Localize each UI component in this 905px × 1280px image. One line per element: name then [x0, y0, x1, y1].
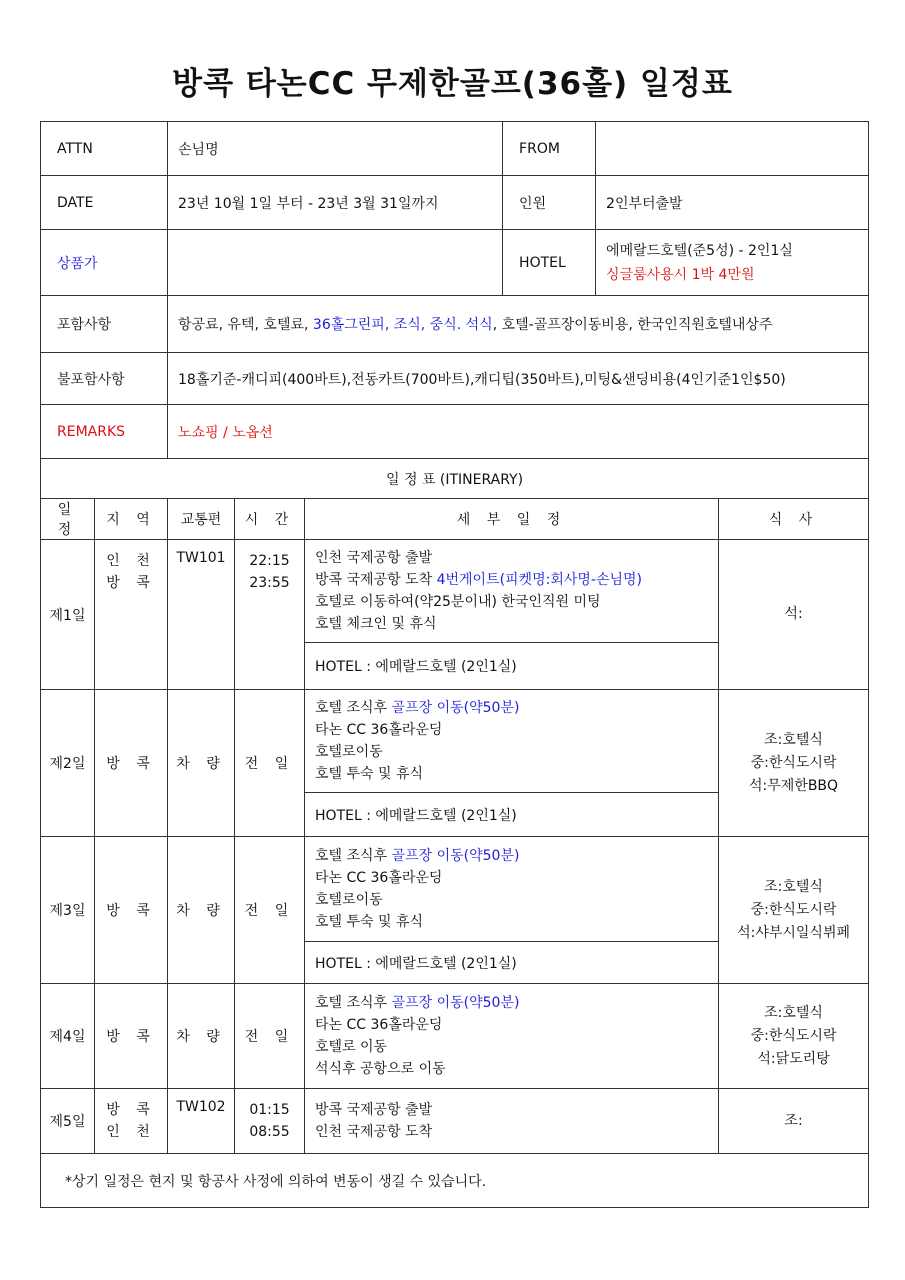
detail-line: 석식후 공항으로 이동 — [315, 1061, 446, 1077]
excluded-row — [41, 353, 869, 405]
attn-label: ATTN — [41, 122, 168, 176]
day1-row — [41, 540, 869, 643]
hotel-label: HOTEL — [503, 230, 596, 296]
departure-time: 22:15 — [249, 553, 290, 569]
meal-cell — [719, 540, 869, 690]
meal-line: 조:호텔식 — [764, 731, 823, 748]
region-name: 방 콕 — [95, 984, 168, 1089]
detail-line: 인천 국제공항 도착 — [315, 1124, 433, 1140]
day-label: 제1일 — [41, 540, 95, 690]
meal-line: 중:한식도시락 — [750, 901, 837, 918]
from-value — [596, 122, 869, 176]
from-label: FROM — [503, 122, 596, 176]
time-cell: 전 일 — [235, 984, 305, 1089]
header-region: 지 역 — [95, 499, 168, 540]
day-label: 제4일 — [41, 984, 95, 1089]
detail-highlight: 4번게이트(피켓명:회사명-손님명) — [436, 572, 642, 588]
region-name: 인 천 — [106, 1124, 156, 1140]
included-row — [41, 296, 869, 353]
detail-cell — [305, 837, 719, 942]
time-cell: 전 일 — [235, 837, 305, 984]
price-row — [41, 230, 869, 296]
region-name: 방 콕 — [95, 837, 168, 984]
detail-line: 호텔로 이동하여(약25분이내) 한국인직원 미팅 — [315, 594, 601, 610]
included-meals-text: 36홀그린피, 조식, 중식. 석식 — [312, 317, 493, 333]
detail-highlight: 골프장 이동(약50분) — [391, 700, 520, 716]
date-label: DATE — [41, 176, 168, 230]
remarks-label: REMARKS — [41, 405, 168, 459]
detail-text: 호텔 조식후 — [315, 995, 392, 1011]
meal-cell — [719, 984, 869, 1089]
meal-line: 석:샤부시일식뷔페 — [737, 924, 850, 941]
detail-line: 타논 CC 36홀라운딩 — [315, 722, 443, 738]
header-day: 일 정 — [41, 499, 95, 540]
excluded-value: 18홀기준-캐디피(400바트),전동카트(700바트),캐디팁(350바트),미팅&샌딩비용(4인기준1인$50) — [168, 353, 869, 405]
transport-cell: 차 량 — [168, 984, 235, 1089]
detail-cell — [305, 1089, 719, 1154]
detail-line: 호텔 투숙 및 휴식 — [315, 766, 424, 782]
detail-line: 타논 CC 36홀라운딩 — [315, 870, 443, 886]
meal-cell — [719, 690, 869, 837]
meal-line: 중:한식도시락 — [750, 1027, 837, 1044]
detail-text: 호텔 조식후 — [315, 848, 392, 864]
people-label: 인원 — [503, 176, 596, 230]
transport-cell: TW102 — [168, 1089, 235, 1154]
day-label: 제3일 — [41, 837, 95, 984]
included-label: 포함사항 — [41, 296, 168, 353]
included-value — [168, 296, 869, 353]
region-name: 인 천 — [106, 553, 156, 569]
included-text: 항공료, 유텍, 호텔료, — [178, 317, 313, 333]
detail-text: 방콕 국제공항 도착 — [315, 572, 437, 588]
day-label: 제2일 — [41, 690, 95, 837]
meal-line: 석:닭도리탕 — [757, 1050, 830, 1067]
time-cell — [235, 1089, 305, 1154]
detail-line: 타논 CC 36홀라운딩 — [315, 1017, 443, 1033]
detail-line — [315, 569, 708, 591]
time-cell: 전 일 — [235, 690, 305, 837]
included-text-tail: , 호텔-골프장이동비용, 한국인직원호텔내상주 — [492, 317, 773, 333]
detail-line: 호텔 체크인 및 휴식 — [315, 616, 437, 632]
detail-line — [315, 697, 708, 719]
people-value: 2인부터출발 — [596, 176, 869, 230]
transport-cell: 차 량 — [168, 690, 235, 837]
detail-line — [315, 992, 708, 1014]
meal-line: 조: — [784, 1112, 803, 1129]
header-transport: 교통편 — [168, 499, 235, 540]
detail-line: 호텔로이동 — [315, 892, 383, 908]
remarks-row — [41, 405, 869, 459]
region-cell — [95, 1089, 168, 1154]
detail-highlight: 골프장 이동(약50분) — [391, 848, 520, 864]
meal-line: 중:한식도시락 — [750, 754, 837, 771]
meal-line: 조:호텔식 — [764, 878, 823, 895]
meal-cell — [719, 1089, 869, 1154]
attn-row — [41, 122, 869, 176]
header-time: 시 간 — [235, 499, 305, 540]
day-label: 제5일 — [41, 1089, 95, 1154]
price-value — [168, 230, 503, 296]
header-meal: 식 사 — [719, 499, 869, 540]
detail-line — [315, 845, 708, 867]
excluded-label: 불포함사항 — [41, 353, 168, 405]
region-name: 방 콕 — [106, 575, 156, 591]
detail-line: 방콕 국제공항 출발 — [315, 1102, 433, 1118]
time-cell — [235, 540, 305, 690]
hotel-value — [596, 230, 869, 296]
price-label: 상품가 — [41, 230, 168, 296]
arrival-time: 08:55 — [249, 1124, 290, 1140]
hotel-line: HOTEL : 에메랄드호텔 (2인1실) — [305, 942, 719, 984]
detail-line: 호텔 투숙 및 휴식 — [315, 914, 424, 930]
hotel-line: HOTEL : 에메랄드호텔 (2인1실) — [305, 793, 719, 837]
day4-row — [41, 984, 869, 1089]
date-value: 23년 10월 1일 부터 - 23년 3월 31일까지 — [168, 176, 503, 230]
single-room-note: 싱글룸사용시 1박 4만원 — [606, 266, 755, 283]
region-name: 방 콕 — [95, 690, 168, 837]
detail-text: 호텔 조식후 — [315, 700, 392, 716]
meal-line: 석: — [784, 606, 803, 622]
detail-cell — [305, 540, 719, 643]
day3-row — [41, 837, 869, 942]
itinerary-title-row — [41, 459, 869, 499]
hotel-line: HOTEL : 에메랄드호텔 (2인1실) — [305, 643, 719, 690]
detail-cell — [305, 984, 719, 1089]
region-cell — [95, 540, 168, 690]
day5-row — [41, 1089, 869, 1154]
date-row — [41, 176, 869, 230]
detail-highlight: 골프장 이동(약50분) — [391, 995, 520, 1011]
meal-line: 석:무제한BBQ — [749, 777, 839, 794]
attn-value: 손님명 — [168, 122, 503, 176]
departure-time: 01:15 — [249, 1102, 290, 1118]
day2-row — [41, 690, 869, 793]
region-name: 방 콕 — [106, 1102, 156, 1118]
meal-line: 조:호텔식 — [764, 1004, 823, 1021]
detail-line: 호텔로 이동 — [315, 1039, 388, 1055]
transport-cell: TW101 — [168, 540, 235, 690]
page-title: 방콕 타논CC 무제한골프(36홀) 일정표 — [172, 66, 733, 102]
remarks-value: 노쇼핑 / 노옵션 — [168, 405, 869, 459]
meal-cell — [719, 837, 869, 984]
footer-note: *상기 일정은 현지 및 항공사 사정에 의하여 변동이 생길 수 있습니다. — [41, 1154, 869, 1208]
header-detail: 세 부 일 정 — [305, 499, 719, 540]
detail-line: 인천 국제공항 출발 — [315, 550, 433, 566]
hotel-value-line: 에메랄드호텔(준5성) - 2인1실 — [606, 242, 793, 259]
arrival-time: 23:55 — [249, 575, 290, 591]
detail-cell — [305, 690, 719, 793]
transport-cell: 차 량 — [168, 837, 235, 984]
itinerary-header-row — [41, 499, 869, 540]
itinerary-title: 일 정 표 (ITINERARY) — [41, 459, 869, 499]
footer-row — [41, 1154, 869, 1208]
detail-line: 호텔로이동 — [315, 744, 383, 760]
itinerary-table — [40, 121, 869, 1208]
